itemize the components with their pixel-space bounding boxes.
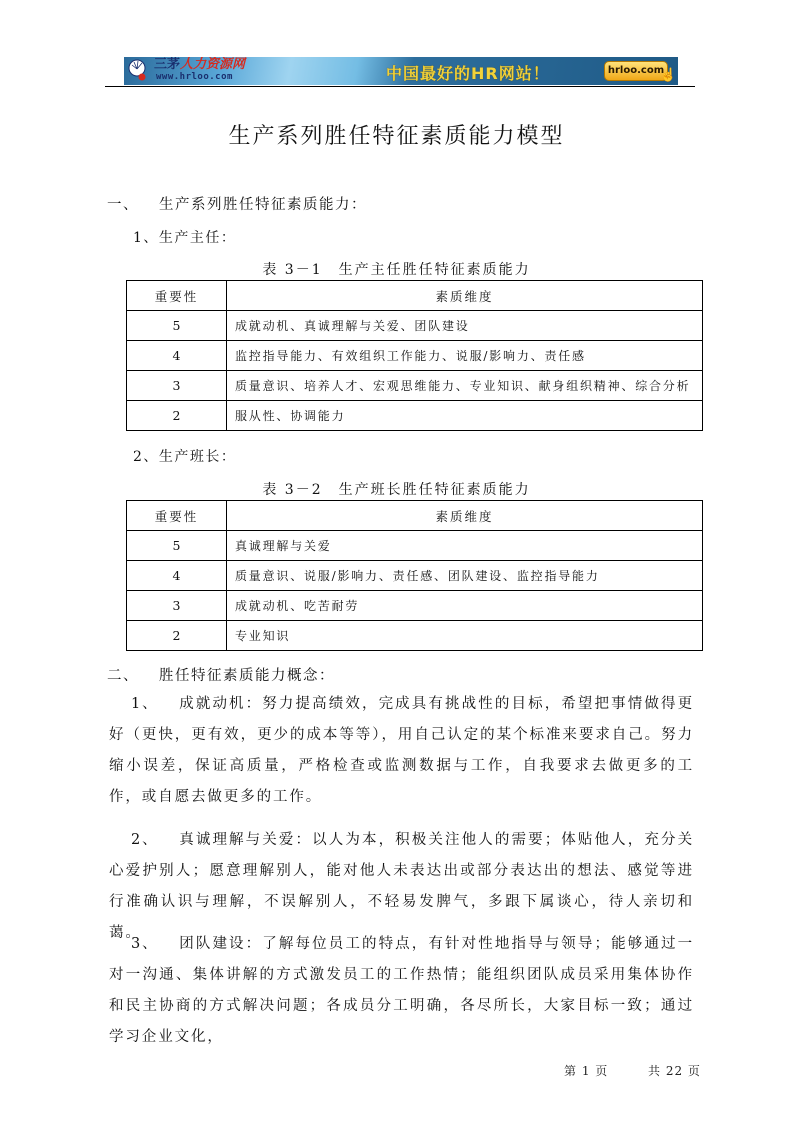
table-production-director — [126, 280, 703, 431]
table-row — [127, 401, 703, 431]
table-production-team-leader — [126, 500, 703, 651]
table-header-row — [127, 501, 703, 531]
concept-paragraph-team-building — [109, 929, 694, 1053]
concept-number: 1、 — [131, 696, 159, 712]
table-row — [127, 531, 703, 561]
banner-slogan: 中国最好的HR网站！ — [386, 64, 550, 83]
importance-cell: 2 — [127, 621, 227, 651]
dimensions-cell: 真诚理解与关爱 — [227, 531, 703, 561]
shuttlecock-logo-icon — [128, 59, 150, 83]
concept-text: 真诚理解与关爱：以人为本，积极关注他人的需要；体贴他人，充分关心爱护别人；愿意理解别人，能对他人未表达出或部分表达出的想法、感觉等进行准确认识与理解，不误解别人，不轻易发脾气，多跟下属谈心，待人亲切和蔼。 — [109, 832, 694, 941]
table-row — [127, 561, 703, 591]
subheading-production-director: 1、生产主任： — [133, 230, 237, 246]
section-heading-2 — [107, 664, 335, 685]
banner-url: www.hrloo.com — [156, 72, 233, 82]
header-importance: 重要性 — [127, 281, 227, 311]
dimensions-cell: 专业知识 — [227, 621, 703, 651]
dimensions-cell: 质量意识、说服/影响力、责任感、团队建设、监控指导能力 — [227, 561, 703, 591]
page-number-total: 共 22 页 — [648, 1064, 701, 1078]
brand-name-part2: 人力资源网 — [180, 57, 246, 72]
banner-brand — [154, 58, 245, 72]
subheading-production-team-leader: 2、生产班长： — [133, 449, 237, 465]
concept-number: 3、 — [131, 936, 159, 952]
table-row — [127, 341, 703, 371]
section-number: 一、 — [107, 197, 139, 213]
table-row — [127, 591, 703, 621]
table-row — [127, 371, 703, 401]
brand-name-part1: 三茅 — [154, 57, 181, 72]
section-number: 二、 — [107, 668, 139, 684]
importance-cell: 4 — [127, 561, 227, 591]
section-title: 胜任特征素质能力概念： — [159, 668, 335, 684]
dimensions-cell: 监控指导能力、有效组织工作能力、说服/影响力、责任感 — [227, 341, 703, 371]
header-dimensions: 素质维度 — [227, 501, 703, 531]
concept-paragraph-achievement — [109, 689, 694, 813]
table-caption-2: 表 3－2 生产班长胜任特征素质能力 — [262, 482, 531, 498]
page-number-current: 第 1 页 — [564, 1064, 609, 1078]
dimensions-cell: 成就动机、吃苦耐劳 — [227, 591, 703, 621]
table-caption-1: 表 3－1 生产主任胜任特征素质能力 — [262, 262, 531, 278]
section-heading-1 — [107, 193, 367, 214]
importance-cell: 5 — [127, 311, 227, 341]
table-row — [127, 311, 703, 341]
importance-cell: 3 — [127, 371, 227, 401]
hrloo-banner[interactable] — [124, 57, 678, 85]
header-importance: 重要性 — [127, 501, 227, 531]
importance-cell: 5 — [127, 531, 227, 561]
table-row — [127, 621, 703, 651]
hrloo-link-button[interactable]: hrloo.com — [604, 61, 668, 81]
section-title: 生产系列胜任特征素质能力： — [159, 197, 367, 213]
header-dimensions: 素质维度 — [227, 281, 703, 311]
table-header-row — [127, 281, 703, 311]
importance-cell: 4 — [127, 341, 227, 371]
concept-number: 2、 — [131, 832, 159, 848]
concept-text: 成就动机：努力提高绩效，完成具有挑战性的目标，希望把事情做得更好（更快，更有效，更少的成本等等），用自己认定的某个标准来要求自己。努力缩小误差，保证高质量，严格检查或监测数据与工作，自我要求去做更多的工作，或自愿去做更多的工作。 — [109, 696, 694, 805]
importance-cell: 2 — [127, 401, 227, 431]
header-divider — [105, 86, 695, 87]
concept-text: 团队建设：了解每位员工的特点，有针对性地指导与领导；能够通过一对一沟通、集体讲解的方式激发员工的工作热情；能组织团队成员采用集体协作和民主协商的方式解决问题；各成员分工明确，各尽所长，大家目标一致；通过学习企业文化， — [109, 936, 694, 1045]
importance-cell: 3 — [127, 591, 227, 621]
hand-cursor-icon: ☝ — [660, 68, 677, 83]
document-title: 生产系列胜任特征素质能力模型 — [228, 124, 565, 149]
dimensions-cell: 服从性、协调能力 — [227, 401, 703, 431]
dimensions-cell: 成就动机、真诚理解与关爱、团队建设 — [227, 311, 703, 341]
dimensions-cell: 质量意识、培养人才、宏观思维能力、专业知识、献身组织精神、综合分析 — [227, 371, 703, 401]
